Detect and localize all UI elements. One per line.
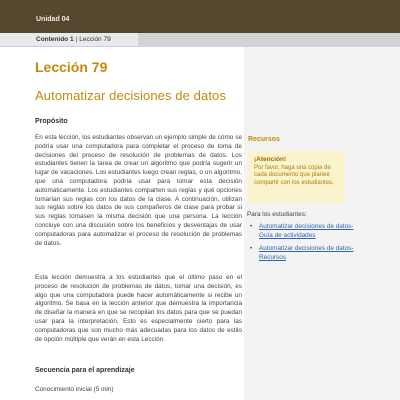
breadcrumb [36, 36, 111, 43]
notice-body: Por favor, haga una copia de cada documento que planee compartir con los estudiantes. [254, 165, 334, 186]
breadcrumb-separator: | [75, 36, 78, 43]
list-item [250, 245, 360, 262]
sidebar [244, 47, 400, 400]
resources-heading: Recursos [248, 136, 280, 143]
attention-notice [248, 151, 344, 203]
purpose-paragraph-1: En esta lección, los estudiantes observan un ejemplo simple de cómo se podría usar una computadora para completar el proceso de toma de decisiones del proceso de resolución de problemas de datos. Los estudiantes tienen la tarea de crear un algoritmo que podría sugerir un lugar de vacaciones. Los estudiantes luego crean reglas, o un algoritmo, que una computadora podría usar para tomar esta decisión automáticamente. Los estudiantes comparten sus reglas y qué opciones tomarían sus reglas con los datos de la clase. A continuación, utilizan sus reglas sobre los datos de sus compañeros de clase para probar si sus reglas tomasen la misma decisión que una persona. La lección concluye con una discusión sobre los beneficios y desventajas de usar computadoras para automatizar el proceso de resolución de problemas de datos. [35, 134, 242, 247]
purpose-paragraph-2: Esta lección demuestra a los estudiantes que el último paso en el proceso de resolución de problemas de datos, tomar una decisión, es algo que una computadora puede hacer automáticamente si recibe un algoritmo. Se basa en la lección anterior que demuestra la importancia de diseñar la manera en que se recopilan los datos para que se puedan usar para la interpretación. Esto es especialmente cierto para las computadoras que son mucho más adecuadas para los datos de estilo de opción múltiple que verán en esta Lección. [35, 274, 242, 343]
link-recursos[interactable]: Automatizar decisiones de datos- Recursos [259, 245, 354, 261]
main-content [35, 47, 242, 400]
notice-title: ¡Atención! [254, 156, 287, 163]
list-item [250, 223, 360, 240]
bullet-icon: • [250, 223, 253, 230]
unit-header-bar [0, 0, 400, 33]
breadcrumb-bar [0, 33, 400, 47]
breadcrumb-contenido[interactable]: Contenido 1 [36, 36, 74, 43]
resource-links [250, 223, 360, 267]
link-guia-actividades[interactable]: Automatizar decisiones de datos- Guía de actividades [259, 223, 354, 239]
lesson-subtitle: Automatizar decisiones de datos [35, 88, 226, 103]
sequence-heading: Secuencia para el aprendizaje [35, 367, 135, 374]
breadcrumb-leccion: Lección 79 [79, 36, 111, 43]
students-label: Para los estudiantes: [247, 211, 307, 218]
unit-label: Unidad 04 [36, 16, 70, 23]
page-title: Lección 79 [35, 59, 108, 75]
breadcrumb-tab [0, 33, 138, 47]
sequence-item-initial: Conocimiento inicial (5 min) [35, 386, 114, 393]
bullet-icon: • [250, 245, 253, 253]
purpose-heading: Propósito [35, 118, 68, 125]
